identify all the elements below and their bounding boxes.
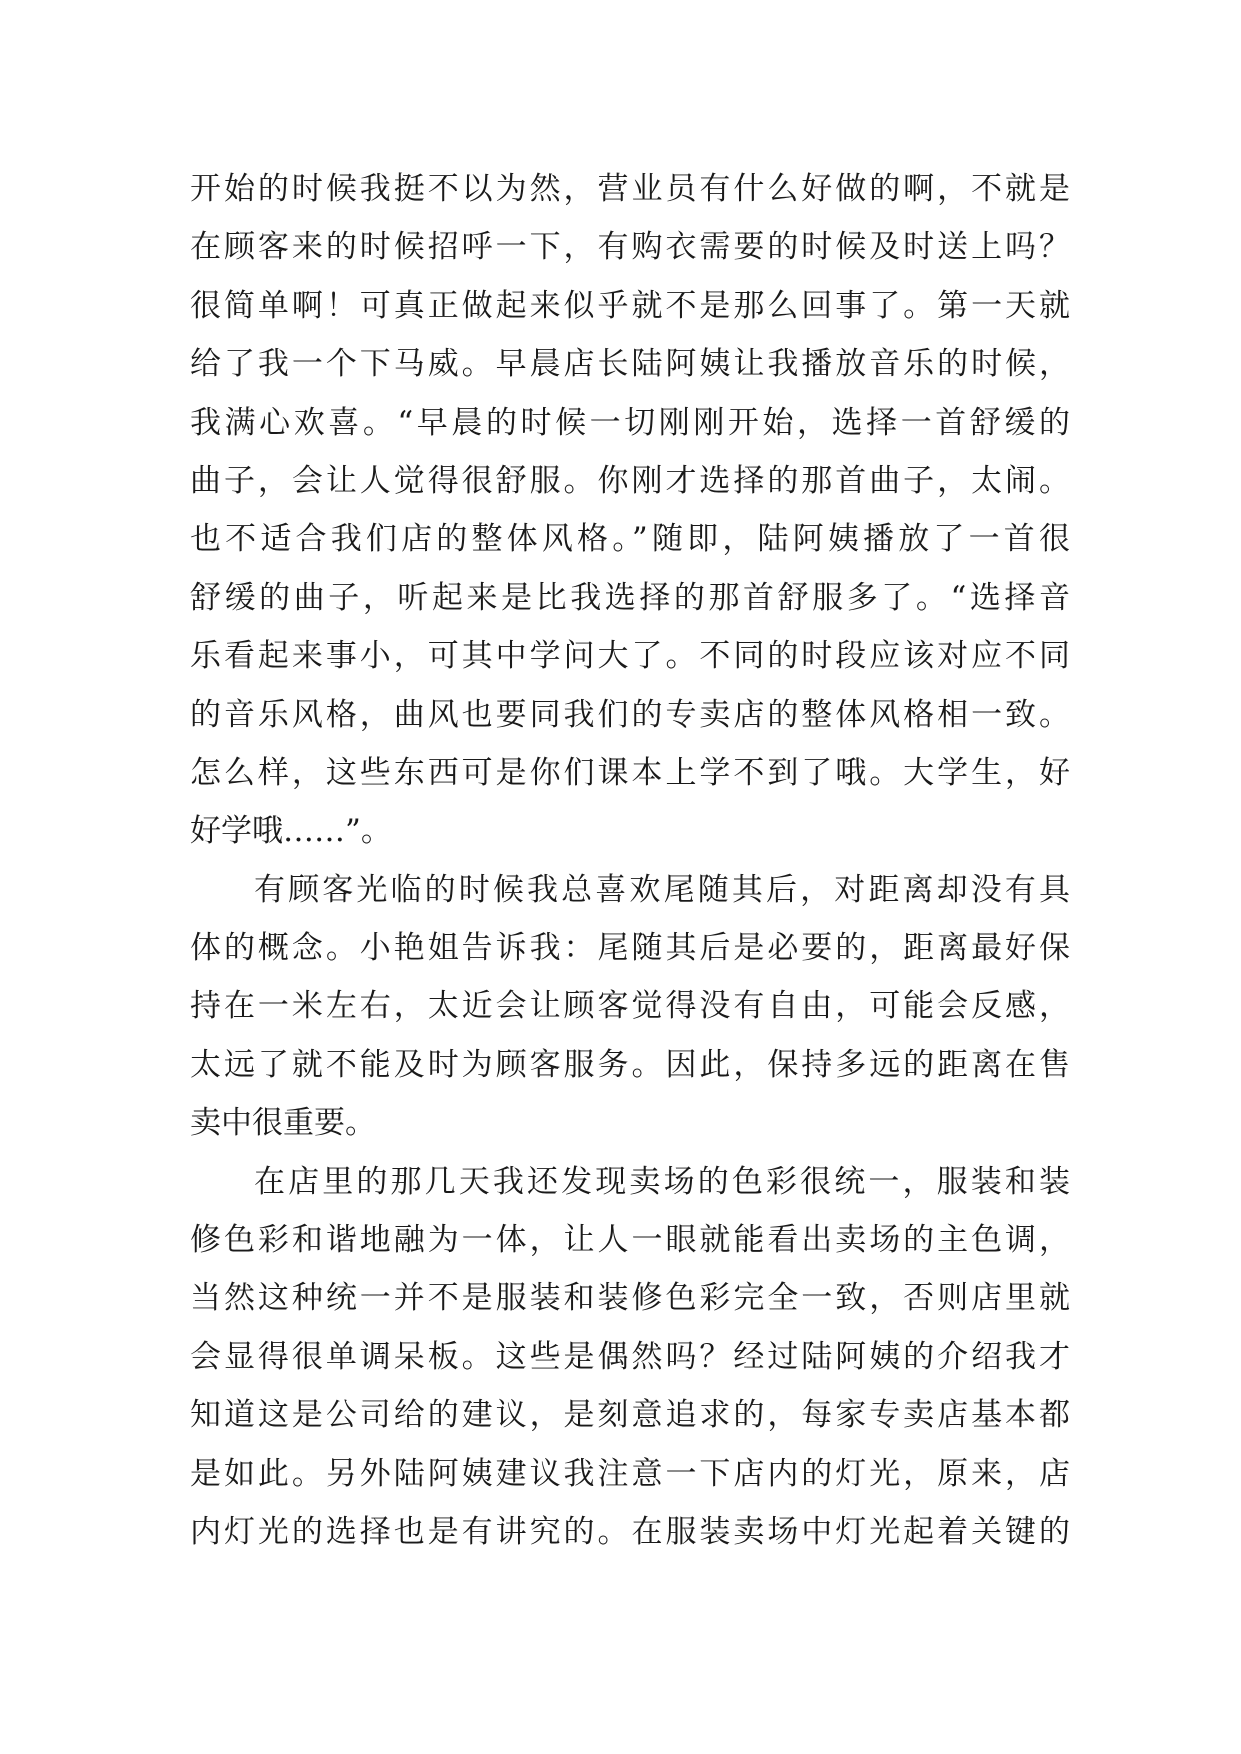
text-line: 舒缓的曲子，听起来是比我选择的那首舒服多了。“选择音: [190, 579, 1070, 616]
text-line: 怎么样，这些东西可是你们课本上学不到了哦。大学生，好: [190, 754, 1070, 791]
text-line: 内灯光的选择也是有讲究的。在服装卖场中灯光起着关键的: [190, 1513, 1070, 1550]
paragraph-first-line: 在店里的那几天我还发现卖场的色彩很统一，服装和装: [254, 1163, 1070, 1200]
text-line: 给了我一个下马威。早晨店长陆阿姨让我播放音乐的时候，: [190, 346, 1070, 383]
text-line: 曲子，会让人觉得很舒服。你刚才选择的那首曲子，太闹。: [190, 462, 1070, 499]
text-line: 开始的时候我挺不以为然，营业员有什么好做的啊，不就是: [190, 171, 1070, 207]
text-line: 修色彩和谐地融为一体，让人一眼就能看出卖场的主色调，: [190, 1222, 1070, 1259]
text-line: 持在一米左右，太近会让顾客觉得没有自由，可能会反感，: [190, 988, 1070, 1025]
text-line: 在顾客来的时候招呼一下，有购衣需要的时候及时送上吗？: [190, 229, 1070, 266]
paragraph-first-line: 有顾客光临的时候我总喜欢尾随其后，对距离却没有具: [254, 871, 1070, 908]
text-line: 当然这种统一并不是服装和装修色彩完全一致，否则店里就: [190, 1280, 1070, 1317]
text-line: 会显得很单调呆板。这些是偶然吗？经过陆阿姨的介绍我才: [190, 1338, 1070, 1375]
text-line: 卖中很重要。: [190, 1105, 376, 1142]
text-line: 的音乐风格，曲风也要同我们的专卖店的整体风格相一致。: [190, 696, 1070, 733]
text-line: 体的概念。小艳姐告诉我：尾随其后是必要的，距离最好保: [190, 930, 1070, 967]
document-body: [190, 160, 1070, 1561]
text-line: 好学哦……”。: [190, 813, 392, 850]
text-line: 太远了就不能及时为顾客服务。因此，保持多远的距离在售: [190, 1046, 1070, 1083]
text-line: 很简单啊！可真正做起来似乎就不是那么回事了。第一天就: [190, 287, 1070, 324]
text-line: 也不适合我们店的整体风格。”随即，陆阿姨播放了一首很: [190, 521, 1070, 558]
text-line: 是如此。另外陆阿姨建议我注意一下店内的灯光，原来，店: [190, 1455, 1070, 1492]
text-line: 我满心欢喜。“早晨的时候一切刚刚开始，选择一首舒缓的: [190, 404, 1070, 441]
text-line: 知道这是公司给的建议，是刻意追求的，每家专卖店基本都: [190, 1397, 1070, 1434]
text-line: 乐看起来事小，可其中学问大了。不同的时段应该对应不同: [190, 638, 1070, 675]
